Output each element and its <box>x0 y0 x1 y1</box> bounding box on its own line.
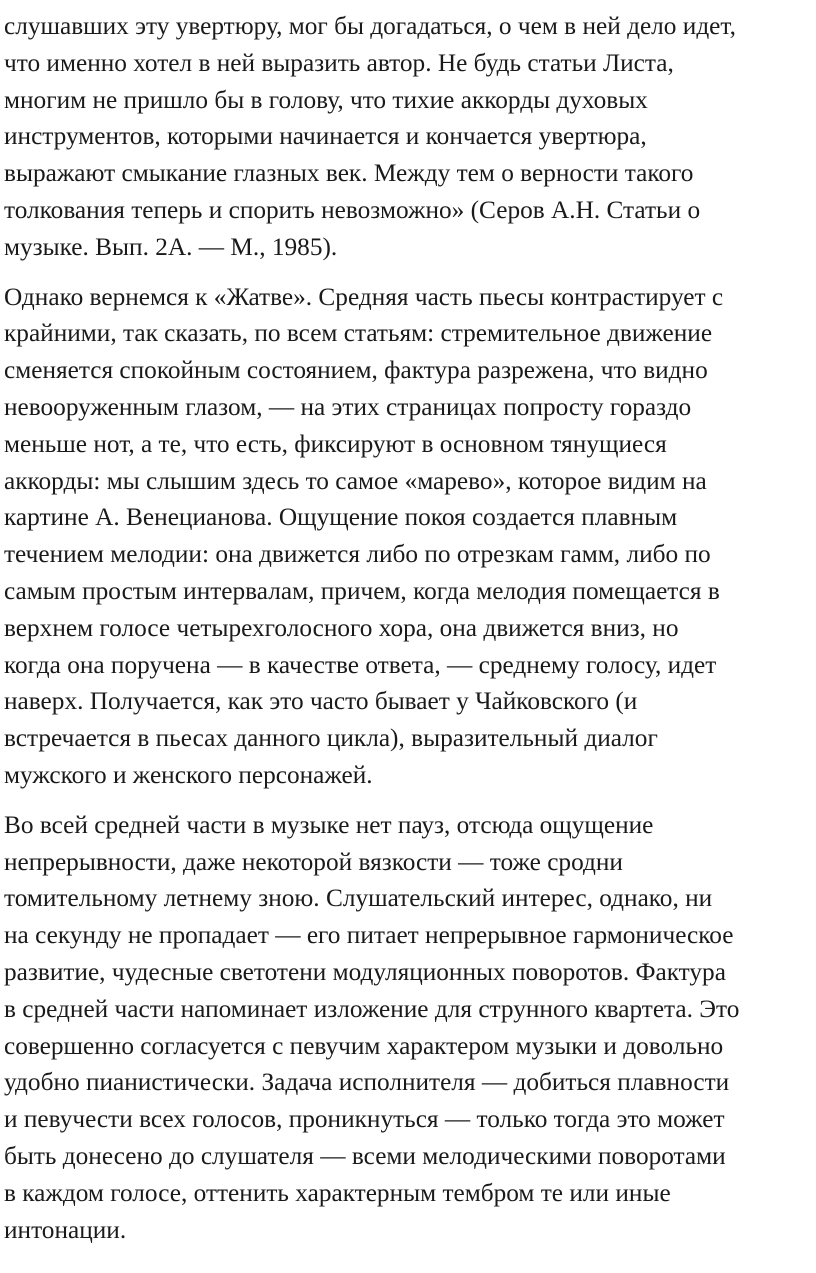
text-line: музыке. Вып. 2А. — М., 1985). <box>4 232 338 261</box>
paragraph-3 <box>4 807 812 1249</box>
text-line: выражают смыкание глазных век. Между тем о верности такого <box>4 159 694 188</box>
text-line: невооруженным глазом, — на этих страницах попросту гораздо <box>4 392 692 421</box>
text-line: удобно пианистически. Задача исполнителя — добиться плавности <box>4 1068 730 1097</box>
text-line: встречается в пьесах данного цикла), выразительный диалог <box>4 724 658 753</box>
text-line: томительному летнему зною. Слушательский интерес, однако, ни <box>4 884 713 913</box>
text-line: интонации. <box>4 1215 127 1244</box>
text-line: самым простым интервалам, причем, когда мелодия помещается в <box>4 576 720 605</box>
text-line: инструментов, которыми начинается и кончается увертюра, <box>4 122 647 151</box>
text-line: картине А. Венецианова. Ощущение покоя создается плавным <box>4 503 678 532</box>
paragraph-1 <box>4 8 812 266</box>
text-line: мужского и женского персонажей. <box>4 760 373 789</box>
text-line: Во всей средней части в музыке нет пауз, отсюда ощущение <box>4 810 654 839</box>
text-line: совершенно согласуется с певучим характером музыки и довольно <box>4 1031 724 1060</box>
text-line: в каждом голосе, оттенить характерным тембром те или иные <box>4 1178 671 1207</box>
paragraph-2 <box>4 279 812 794</box>
text-line: течением мелодии: она движется либо по отрезкам гамм, либо по <box>4 540 711 569</box>
text-line: развитие, чудесные светотени модуляционных поворотов. Фактура <box>4 957 726 986</box>
text-line: Однако вернемся к «Жатве». Средняя часть пьесы контрастирует с <box>4 282 724 311</box>
text-line: аккорды: мы слышим здесь то самое «марево», которое видим на <box>4 466 707 495</box>
text-line: верхнем голосе четырехголосного хора, она движется вниз, но <box>4 613 679 642</box>
text-line: наверх. Получается, как это часто бывает у Чайковского (и <box>4 687 638 716</box>
text-line: на секунду не пропадает — его питает непрерывное гармоническое <box>4 921 734 950</box>
text-line: крайними, так сказать, по всем статьям: стремительное движение <box>4 319 713 348</box>
text-line: что именно хотел в ней выразить автор. Не будь статьи Листа, <box>4 48 674 77</box>
text-line: меньше нот, а те, что есть, фиксируют в основном тянущиеся <box>4 429 667 458</box>
text-line: в средней части напоминает изложение для струнного квартета. Это <box>4 994 740 1023</box>
text-line: многим не пришло бы в голову, что тихие аккорды духовых <box>4 85 648 114</box>
text-line: толкования теперь и спорить невозможно» (Серов А.Н. Статьи о <box>4 195 701 224</box>
text-line: когда она поручена — в качестве ответа, — среднему голосу, идет <box>4 650 717 679</box>
text-line: и певучести всех голосов, проникнуться — только тогда это может <box>4 1105 725 1134</box>
text-line: сменяется спокойным состоянием, фактура разрежена, что видно <box>4 356 708 385</box>
text-line: непрерывности, даже некоторой вязкости — тоже сродни <box>4 847 623 876</box>
text-line: быть донесено до слушателя — всеми мелодическими поворотами <box>4 1141 726 1170</box>
text-line: слушавших эту увертюру, мог бы догадаться, о чем в ней дело идет, <box>4 12 736 40</box>
